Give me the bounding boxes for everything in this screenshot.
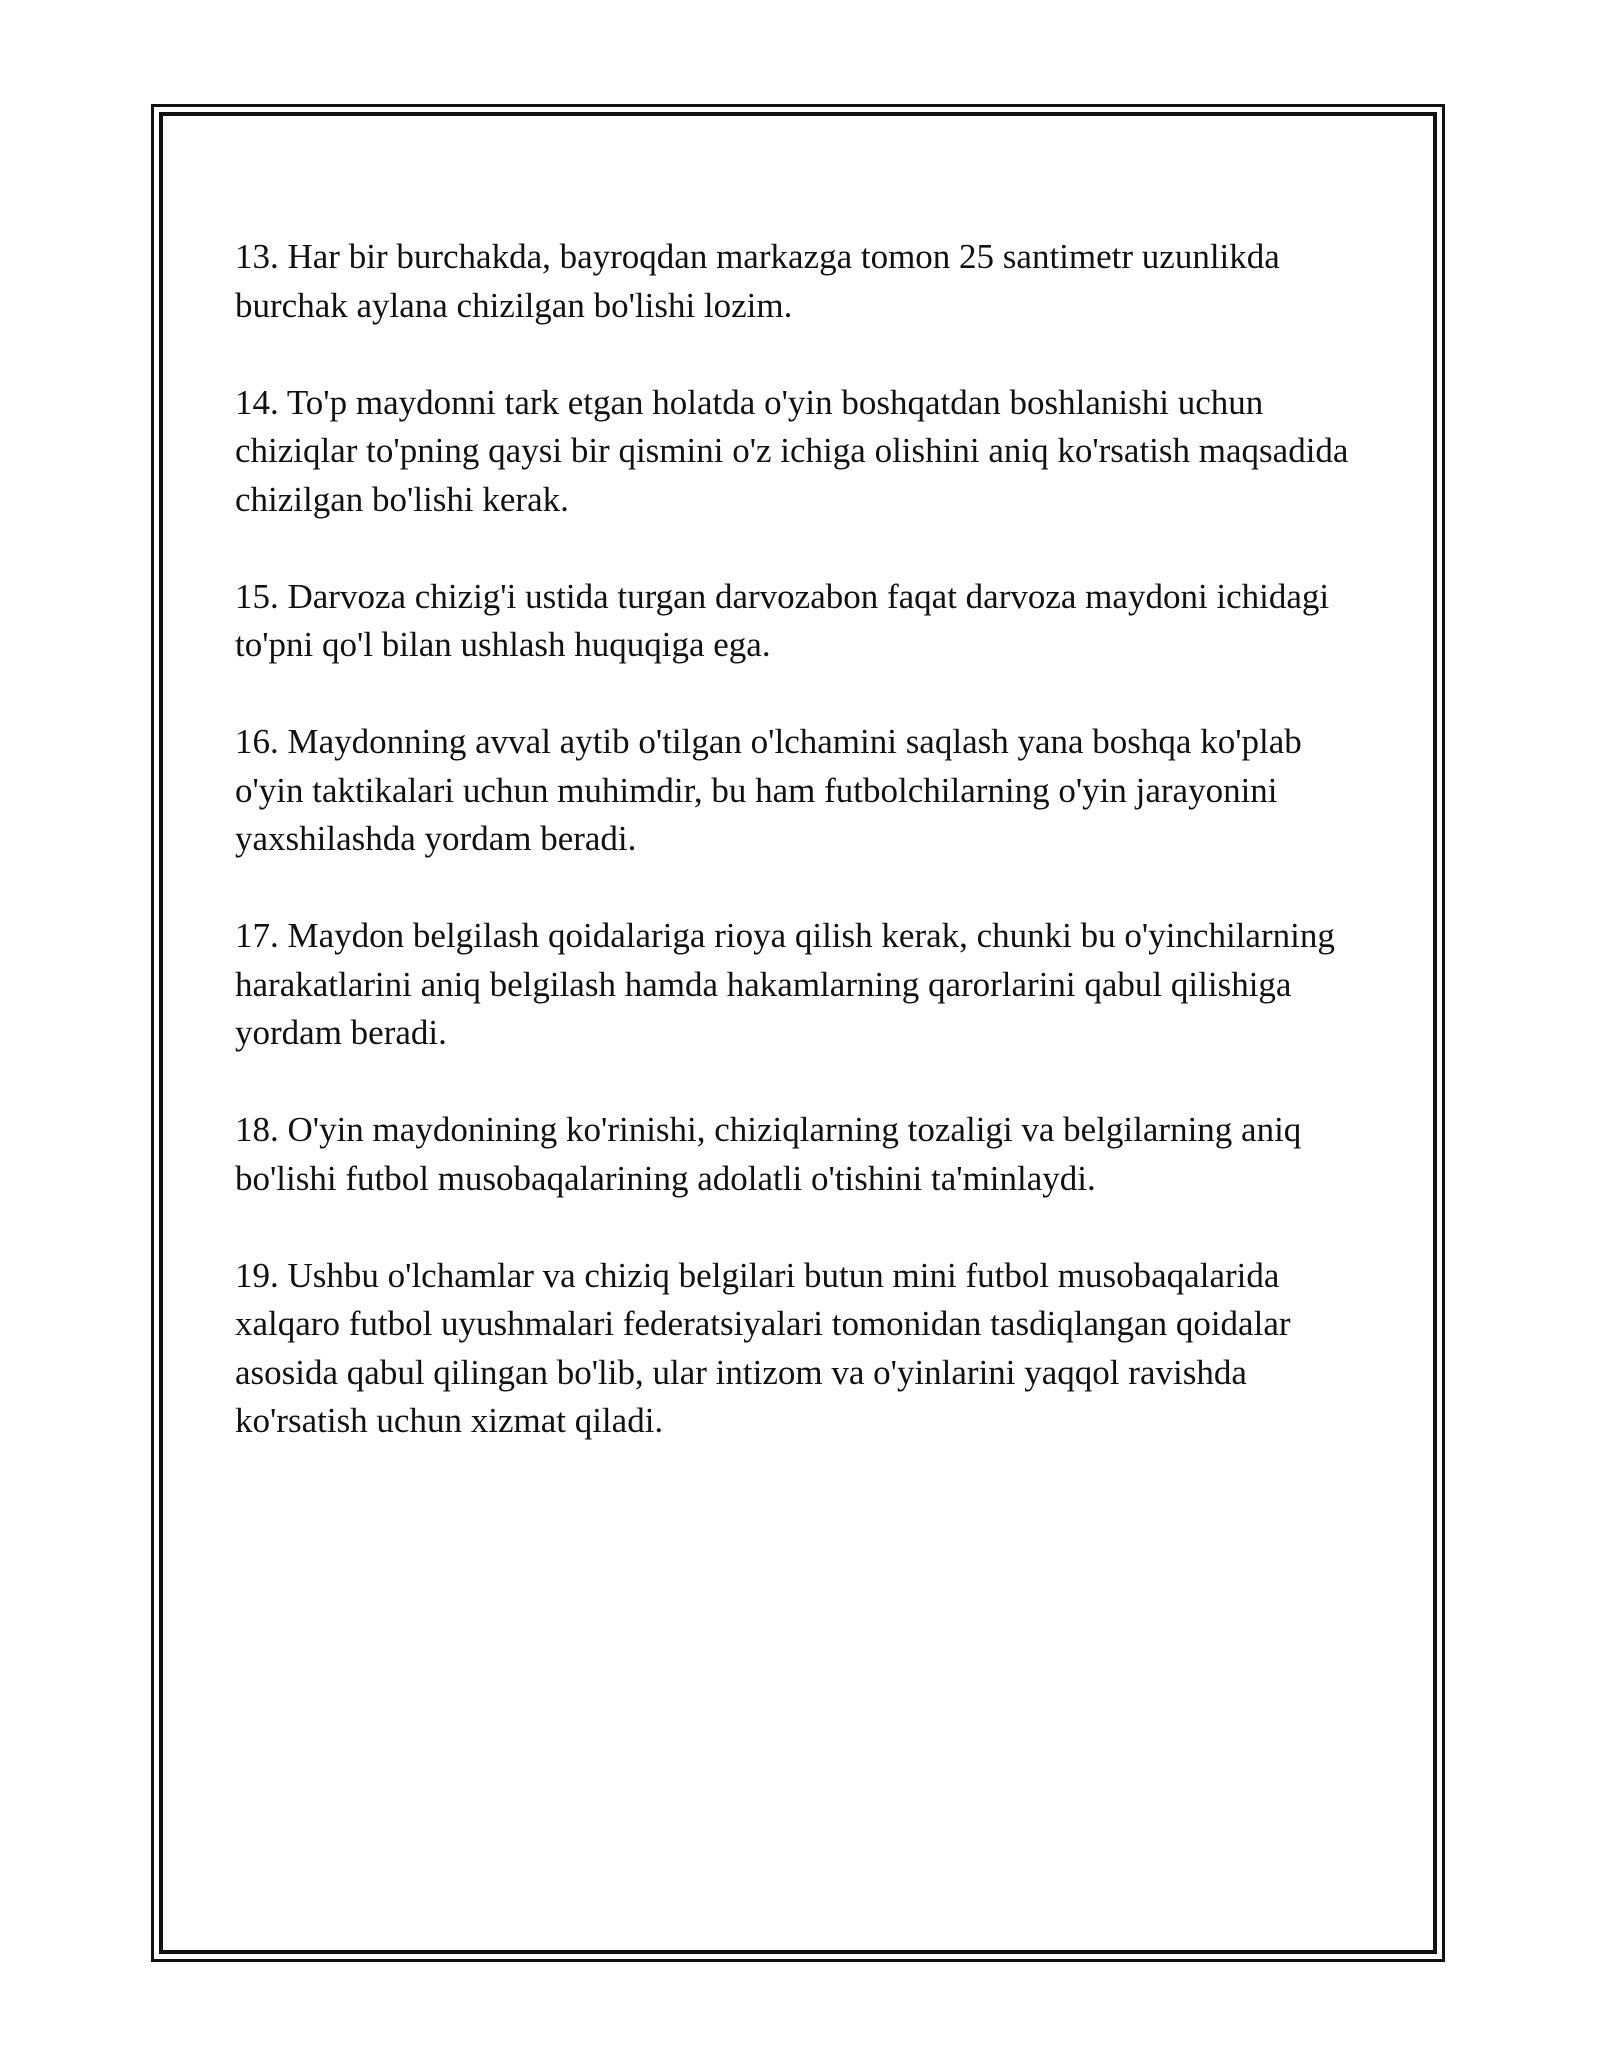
paragraph-15: 15. Darvoza chizig'i ustida turgan darvozabon faqat darvoza maydoni ichidagi to'pni qo'l bilan ushlash huquqiga ega.	[235, 576, 1330, 664]
paragraph-19: 19. Ushbu o'lchamlar va chiziq belgilari butun mini futbol musobaqalarida xalqaro futbol uyushmalari federatsiyalari tomonidan tasdiqlangan qoidalar asosida qabul qilingan bo'lib, ular intizom va o'yinlarini yaqqol ravishda ko'rsatish uchun xizmat qiladi.	[235, 1255, 1291, 1440]
paragraph-14: 14. To'p maydonni tark etgan holatda o'yin boshqatdan boshlanishi uchun chiziqlar to'pning qaysi bir qismini o'z ichiga olishini aniq ko'rsatish maqsadida chizilgan bo'lishi kerak.	[235, 382, 1349, 519]
paragraph-13: 13. Har bir burchakda, bayroqdan markazga tomon 25 santimetr uzunlikda burchak aylana chizilgan bo'lishi lozim.	[235, 237, 1280, 325]
paragraph-17: 17. Maydon belgilash qoidalariga rioya qilish kerak, chunki bu o'yinchilarning harakatlarini aniq belgilash hamda hakamlarning qarorlarini qabul qilishiga yordam beradi.	[235, 916, 1335, 1052]
document-body	[235, 233, 1365, 1494]
paragraph-18: 18. O'yin maydonining ko'rinishi, chiziqlarning tozaligi va belgilarning aniq bo'lishi futbol musobaqalarining adolatli o'tishini ta'minlaydi.	[235, 1110, 1302, 1198]
paragraph-16: 16. Maydonning avval aytib o'tilgan o'lchamini saqlash yana boshqa ko'plab o'yin taktikalari uchun muhimdir, bu ham futbolchilarning o'yin jarayonini yaxshilashda yordam beradi.	[235, 722, 1302, 858]
